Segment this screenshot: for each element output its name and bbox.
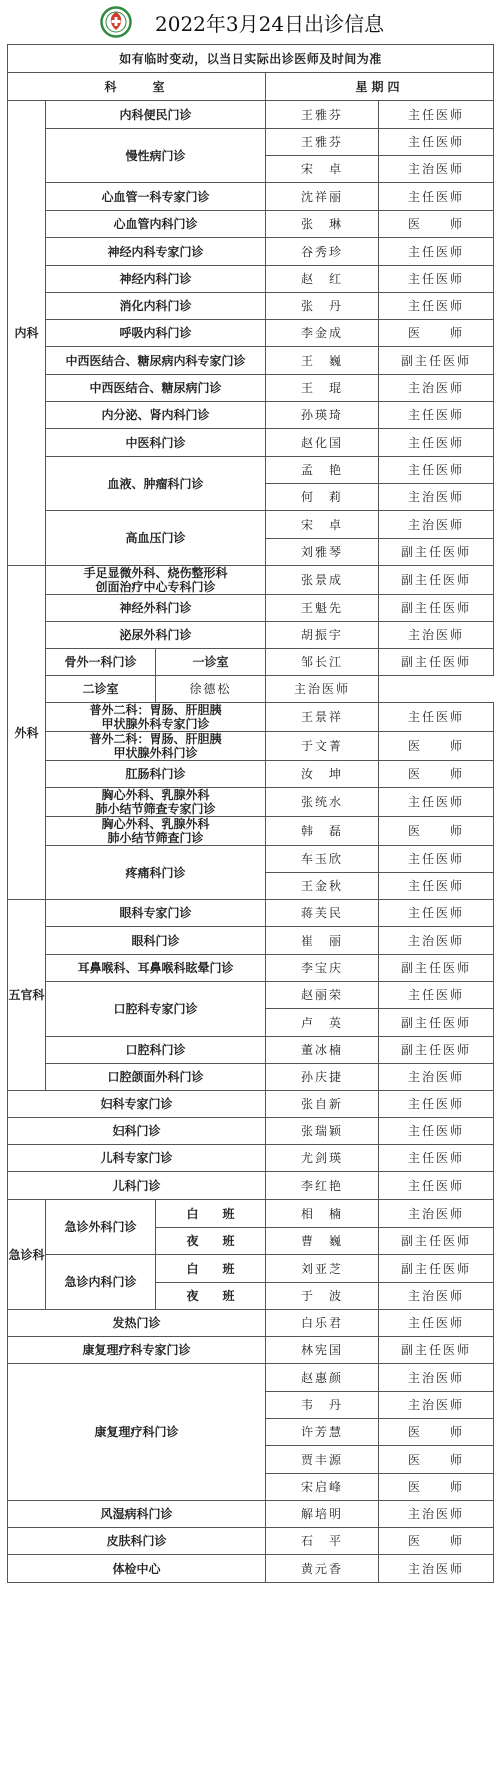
clinic-name: 急诊内科门诊 [46, 1255, 156, 1310]
shift-label: 夜 班 [156, 1228, 266, 1255]
clinic-name: 慢性病门诊 [46, 129, 266, 183]
doctor-name: 孟 艳 [266, 457, 379, 484]
schedule-row [8, 761, 494, 788]
schedule-row [8, 375, 494, 402]
doctor-name: 于文菁 [266, 732, 379, 761]
doctor-name: 宋 卓 [266, 511, 379, 539]
page-title: 2022年3月24日出诊信息 [155, 12, 385, 36]
doctor-title: 副主任医师 [379, 1037, 494, 1064]
clinic-name: 普外二科：胃肠、肝胆胰 甲状腺外科专家门诊 [46, 703, 266, 732]
doctor-name: 贾丰源 [266, 1446, 379, 1474]
schedule-row [8, 429, 494, 457]
doctor-name: 王雅芬 [266, 101, 379, 129]
doctor-title: 主任医师 [379, 129, 494, 156]
doctor-name: 李红艳 [266, 1172, 379, 1200]
doctor-name: 张瑞颖 [266, 1118, 379, 1145]
doctor-name: 赵 红 [266, 266, 379, 293]
doctor-title: 医 师 [379, 1446, 494, 1474]
doctor-name: 谷秀珍 [266, 238, 379, 266]
clinic-name: 体检中心 [8, 1555, 266, 1583]
doctor-title: 医 师 [379, 1528, 494, 1555]
schedule-row [8, 1064, 494, 1091]
clinic-name: 神经内科门诊 [46, 266, 266, 293]
page-header [5, 0, 495, 44]
clinic-name: 胸心外科、乳腺外科 肺小结节筛查门诊 [46, 817, 266, 846]
clinic-name: 康复理疗科门诊 [8, 1364, 266, 1501]
schedule-row [8, 846, 494, 873]
doctor-name: 赵化国 [266, 429, 379, 457]
schedule-row [8, 817, 494, 846]
schedule-row [8, 266, 494, 293]
schedule-row [8, 1037, 494, 1064]
schedule-row [8, 347, 494, 375]
clinic-name: 中西医结合、糖尿病内科专家门诊 [46, 347, 266, 375]
clinic-name: 骨外一科门诊 [46, 649, 156, 676]
schedule-row [8, 1118, 494, 1145]
schedule-row [8, 211, 494, 238]
doctor-title: 主任医师 [379, 183, 494, 211]
clinic-name: 消化内科门诊 [46, 293, 266, 320]
clinic-name: 心血管一科专家门诊 [46, 183, 266, 211]
doctor-name: 张 琳 [266, 211, 379, 238]
clinic-name: 心血管内科门诊 [46, 211, 266, 238]
clinic-name: 口腔科专家门诊 [46, 982, 266, 1037]
doctor-title: 主任医师 [379, 101, 494, 129]
clinic-name: 风湿病科门诊 [8, 1501, 266, 1528]
clinic-name: 内分泌、肾内科门诊 [46, 402, 266, 429]
schedule-row [8, 1528, 494, 1555]
doctor-title: 主任医师 [379, 402, 494, 429]
doctor-title: 主任医师 [379, 238, 494, 266]
schedule-row [8, 703, 494, 732]
doctor-name: 韦 丹 [266, 1392, 379, 1419]
doctor-name: 张 丹 [266, 293, 379, 320]
clinic-name: 眼科门诊 [46, 927, 266, 955]
doctor-title: 主治医师 [379, 1064, 494, 1091]
clinic-name: 内科便民门诊 [46, 101, 266, 129]
schedule-row [8, 1145, 494, 1172]
schedule-row [8, 982, 494, 1009]
schedule-row [8, 1337, 494, 1364]
doctor-name: 胡振宇 [266, 622, 379, 649]
doctor-title: 主任医师 [379, 293, 494, 320]
clinic-name: 肛肠科门诊 [46, 761, 266, 788]
schedule-row [8, 320, 494, 347]
doctor-name: 李宝庆 [266, 955, 379, 982]
clinic-name: 血液、肿瘤科门诊 [46, 457, 266, 511]
notice-row [8, 45, 494, 73]
notice-text: 如有临时变动，以当日实际出诊医师及时间为准 [8, 45, 494, 73]
doctor-name: 宋启峰 [266, 1474, 379, 1501]
schedule-row [8, 129, 494, 156]
doctor-title: 主任医师 [379, 266, 494, 293]
clinic-name: 妇科专家门诊 [8, 1091, 266, 1118]
doctor-title: 主治医师 [379, 156, 494, 183]
doctor-name: 张统水 [266, 788, 379, 817]
doctor-title: 主治医师 [379, 511, 494, 539]
doctor-name: 王 琨 [266, 375, 379, 402]
doctor-title: 主任医师 [379, 429, 494, 457]
doctor-title: 主任医师 [379, 703, 494, 732]
doctor-title: 医 师 [379, 1474, 494, 1501]
column-header-row [8, 73, 494, 101]
doctor-name: 刘雅琴 [266, 539, 379, 566]
schedule-row [8, 457, 494, 484]
schedule-row [8, 293, 494, 320]
doctor-name: 车玉欣 [266, 846, 379, 873]
doctor-title: 医 师 [379, 732, 494, 761]
schedule-row [8, 900, 494, 927]
doctor-name: 黄元香 [266, 1555, 379, 1583]
schedule-row [8, 955, 494, 982]
doctor-title: 主治医师 [379, 375, 494, 402]
schedule-row [8, 511, 494, 539]
clinic-name: 中医科门诊 [46, 429, 266, 457]
clinic-name: 儿科专家门诊 [8, 1145, 266, 1172]
doctor-title: 医 师 [379, 211, 494, 238]
doctor-name: 赵惠颜 [266, 1364, 379, 1392]
clinic-name: 康复理疗科专家门诊 [8, 1337, 266, 1364]
doctor-title: 主治医师 [379, 1200, 494, 1228]
schedule-row [8, 1172, 494, 1200]
clinic-name: 呼吸内科门诊 [46, 320, 266, 347]
clinic-name: 神经外科门诊 [46, 595, 266, 622]
shift-label: 夜 班 [156, 1283, 266, 1310]
doctor-title: 主任医师 [379, 1118, 494, 1145]
doctor-name: 林宪国 [266, 1337, 379, 1364]
clinic-name: 普外二科：胃肠、肝胆胰 甲状腺外科门诊 [46, 732, 266, 761]
doctor-name: 崔 丽 [266, 927, 379, 955]
doctor-name: 董冰楠 [266, 1037, 379, 1064]
schedule-row [8, 622, 494, 649]
doctor-title: 主治医师 [379, 1555, 494, 1583]
department-category: 内科 [8, 101, 46, 566]
clinic-name: 手足显微外科、烧伤整形科 创面治疗中心专科门诊 [46, 566, 266, 595]
doctor-name: 孙庆捷 [266, 1064, 379, 1091]
doctor-name: 张自新 [266, 1091, 379, 1118]
schedule-row [8, 676, 494, 703]
doctor-title: 主任医师 [379, 982, 494, 1009]
doctor-title: 副主任医师 [379, 539, 494, 566]
doctor-name: 孙瑛琦 [266, 402, 379, 429]
department-column-header: 科 室 [8, 73, 266, 101]
doctor-name: 张景成 [266, 566, 379, 595]
clinic-name: 儿科门诊 [8, 1172, 266, 1200]
schedule-row [8, 566, 494, 595]
doctor-name: 曹 巍 [266, 1228, 379, 1255]
doctor-title: 医 师 [379, 1419, 494, 1446]
doctor-name: 赵丽荣 [266, 982, 379, 1009]
doctor-name: 李金成 [266, 320, 379, 347]
day-column-header: 星期四 [266, 73, 494, 101]
schedule-row [8, 1310, 494, 1337]
doctor-name: 蒋芙民 [266, 900, 379, 927]
doctor-name: 何 莉 [266, 484, 379, 511]
doctor-name: 石 平 [266, 1528, 379, 1555]
doctor-name: 韩 磊 [266, 817, 379, 846]
doctor-name: 邹长江 [266, 649, 379, 676]
doctor-title: 主治医师 [379, 1283, 494, 1310]
schedule-row [8, 1255, 494, 1283]
schedule-row [8, 788, 494, 817]
clinic-name: 疼痛科门诊 [46, 846, 266, 900]
doctor-name: 徐德松 [156, 676, 266, 703]
department-category: 五官科 [8, 900, 46, 1091]
schedule-row [8, 1555, 494, 1583]
doctor-name: 解培明 [266, 1501, 379, 1528]
doctor-title: 副主任医师 [379, 1337, 494, 1364]
schedule-rows [8, 101, 494, 1583]
schedule-row [8, 183, 494, 211]
doctor-title: 副主任医师 [379, 1228, 494, 1255]
clinic-name: 胸心外科、乳腺外科 肺小结节筛查专家门诊 [46, 788, 266, 817]
doctor-name: 宋 卓 [266, 156, 379, 183]
hospital-logo-icon [100, 6, 132, 38]
doctor-name: 于 波 [266, 1283, 379, 1310]
doctor-name: 刘亚芝 [266, 1255, 379, 1283]
doctor-name: 许芳慧 [266, 1419, 379, 1446]
schedule-row [8, 1501, 494, 1528]
clinic-room: 一诊室 [156, 649, 266, 676]
doctor-title: 主治医师 [379, 622, 494, 649]
doctor-name: 王 巍 [266, 347, 379, 375]
doctor-name: 卢 英 [266, 1009, 379, 1037]
doctor-title: 副主任医师 [379, 649, 494, 676]
department-category: 外科 [8, 566, 46, 900]
clinic-name: 口腔颌面外科门诊 [46, 1064, 266, 1091]
schedule-row [8, 595, 494, 622]
doctor-title: 副主任医师 [379, 566, 494, 595]
shift-label: 白 班 [156, 1200, 266, 1228]
clinic-name: 发热门诊 [8, 1310, 266, 1337]
doctor-name: 相 楠 [266, 1200, 379, 1228]
doctor-title: 副主任医师 [379, 1255, 494, 1283]
schedule-row [8, 101, 494, 129]
schedule-table [7, 44, 494, 1583]
schedule-row [8, 732, 494, 761]
doctor-name: 王魁先 [266, 595, 379, 622]
department-category: 急诊科 [8, 1200, 46, 1310]
doctor-title: 主任医师 [379, 1145, 494, 1172]
doctor-name: 王金秋 [266, 873, 379, 900]
schedule-row [8, 1200, 494, 1228]
doctor-title: 副主任医师 [379, 347, 494, 375]
schedule-row [8, 927, 494, 955]
doctor-title: 主治医师 [379, 1364, 494, 1392]
doctor-name: 王雅芬 [266, 129, 379, 156]
doctor-title: 主任医师 [379, 457, 494, 484]
clinic-name: 耳鼻喉科、耳鼻喉科眩晕门诊 [46, 955, 266, 982]
doctor-name: 王景祥 [266, 703, 379, 732]
doctor-title: 主任医师 [379, 873, 494, 900]
doctor-title: 主任医师 [379, 1091, 494, 1118]
doctor-title: 主任医师 [379, 846, 494, 873]
doctor-title: 主任医师 [379, 788, 494, 817]
doctor-title: 医 师 [379, 761, 494, 788]
schedule-row [8, 649, 494, 676]
doctor-title: 医 师 [379, 817, 494, 846]
schedule-row [8, 402, 494, 429]
doctor-title: 主治医师 [379, 1392, 494, 1419]
clinic-name: 神经内科专家门诊 [46, 238, 266, 266]
clinic-name: 泌尿外科门诊 [46, 622, 266, 649]
doctor-title: 主任医师 [379, 900, 494, 927]
schedule-row [8, 1364, 494, 1392]
clinic-name: 中西医结合、糖尿病门诊 [46, 375, 266, 402]
doctor-title: 副主任医师 [379, 1009, 494, 1037]
doctor-title: 主治医师 [266, 676, 379, 703]
doctor-title: 医 师 [379, 320, 494, 347]
doctor-title: 副主任医师 [379, 955, 494, 982]
doctor-title: 主治医师 [379, 484, 494, 511]
doctor-title: 副主任医师 [379, 595, 494, 622]
clinic-name: 口腔科门诊 [46, 1037, 266, 1064]
schedule-row [8, 238, 494, 266]
clinic-name: 急诊外科门诊 [46, 1200, 156, 1255]
doctor-name: 沈祥丽 [266, 183, 379, 211]
clinic-name: 皮肤科门诊 [8, 1528, 266, 1555]
clinic-name: 高血压门诊 [46, 511, 266, 566]
clinic-name: 妇科门诊 [8, 1118, 266, 1145]
doctor-title: 主任医师 [379, 1310, 494, 1337]
clinic-room: 二诊室 [46, 676, 156, 703]
shift-label: 白 班 [156, 1255, 266, 1283]
doctor-title: 主治医师 [379, 1501, 494, 1528]
doctor-name: 汝 坤 [266, 761, 379, 788]
doctor-name: 白乐君 [266, 1310, 379, 1337]
schedule-row [8, 1091, 494, 1118]
clinic-name: 眼科专家门诊 [46, 900, 266, 927]
doctor-title: 主任医师 [379, 1172, 494, 1200]
doctor-title: 主治医师 [379, 927, 494, 955]
doctor-name: 尤剑瑛 [266, 1145, 379, 1172]
